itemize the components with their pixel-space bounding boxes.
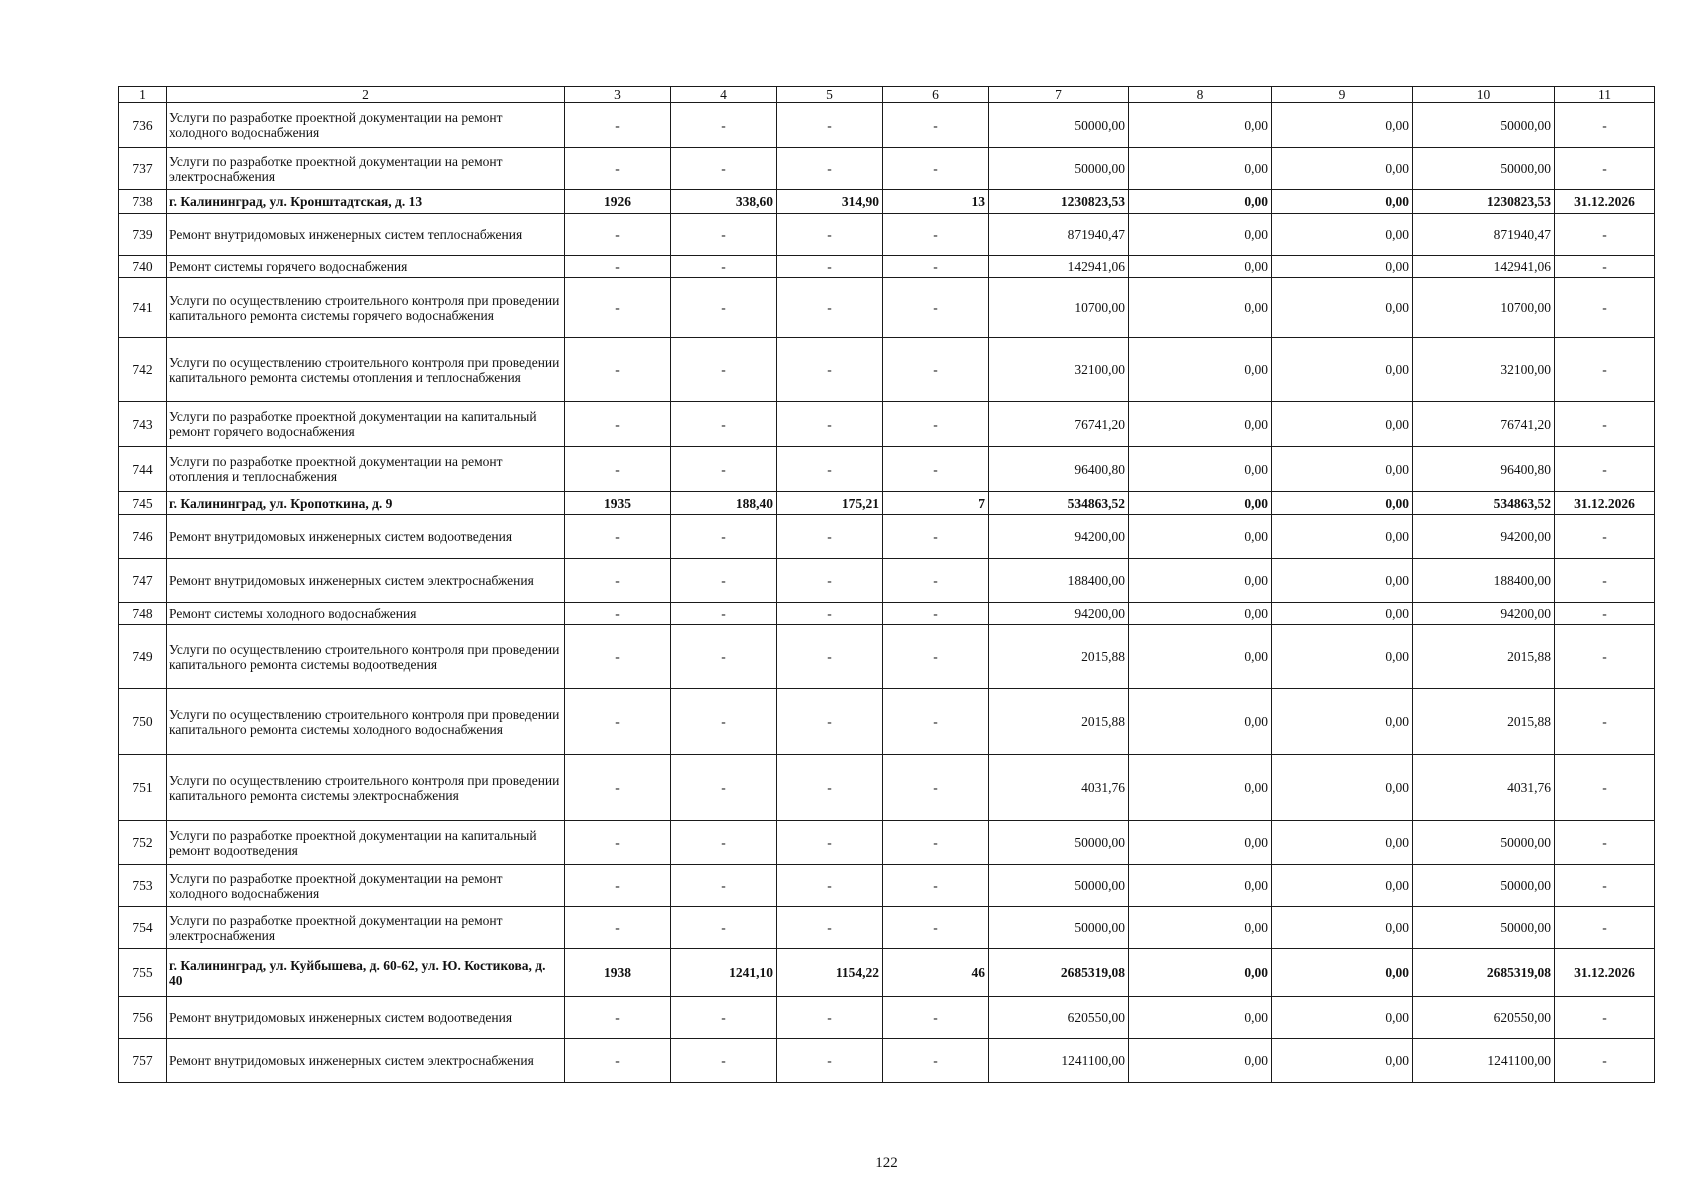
work-description: Услуги по осуществлению строительного контроля при проведении капитального ремонта системы водоотведения [167,625,565,689]
cell: 32100,00 [989,338,1129,402]
cell: 142941,06 [1413,256,1555,278]
cell: 50000,00 [989,103,1129,148]
cell: 0,00 [1129,492,1272,515]
cell: - [1555,214,1655,256]
cell: - [1555,515,1655,559]
row-number: 741 [119,278,167,338]
cell: - [1555,103,1655,148]
cell: 0,00 [1129,559,1272,603]
cell: 10700,00 [1413,278,1555,338]
cell: 534863,52 [989,492,1129,515]
work-description: Ремонт системы холодного водоснабжения [167,603,565,625]
cell: 76741,20 [1413,402,1555,447]
cell: - [671,148,777,190]
cell: 0,00 [1272,278,1413,338]
cell: 50000,00 [1413,103,1555,148]
column-header: 8 [1129,87,1272,103]
row-number: 756 [119,997,167,1039]
cell: - [883,402,989,447]
row-number: 738 [119,190,167,214]
work-description: Услуги по осуществлению строительного контроля при проведении капитального ремонта системы холодного водоснабжения [167,689,565,755]
cell: 94200,00 [1413,603,1555,625]
cell: - [671,689,777,755]
cell: 0,00 [1129,278,1272,338]
cell: 1230823,53 [1413,190,1555,214]
cell: - [777,559,883,603]
column-header: 3 [565,87,671,103]
row-number: 752 [119,821,167,865]
cell: - [565,689,671,755]
work-description: Услуги по разработке проектной документации на капитальный ремонт горячего водоснабжения [167,402,565,447]
cell: - [671,821,777,865]
cell: - [671,256,777,278]
cell: - [1555,278,1655,338]
row-number: 748 [119,603,167,625]
row-number: 737 [119,148,167,190]
cell: 0,00 [1272,821,1413,865]
table-row [119,997,1655,1039]
column-header: 2 [167,87,565,103]
completion-date: 31.12.2026 [1555,190,1655,214]
cell: 534863,52 [1413,492,1555,515]
cell: - [883,755,989,821]
row-number: 746 [119,515,167,559]
cell: - [565,625,671,689]
work-description: Услуги по разработке проектной документации на ремонт электроснабжения [167,907,565,949]
table-row [119,821,1655,865]
work-description: Ремонт внутридомовых инженерных систем водоотведения [167,515,565,559]
cell: - [883,625,989,689]
cell: - [777,278,883,338]
cell: 50000,00 [989,865,1129,907]
cell: 0,00 [1129,625,1272,689]
cell: - [777,625,883,689]
row-number: 744 [119,447,167,492]
cell: 32100,00 [1413,338,1555,402]
row-number: 751 [119,755,167,821]
cell: 50000,00 [989,148,1129,190]
cell: 1154,22 [777,949,883,997]
cell: - [883,689,989,755]
table-row [119,907,1655,949]
cell: - [565,103,671,148]
table-row [119,603,1655,625]
cell: - [671,997,777,1039]
cell: 13 [883,190,989,214]
cell: - [671,447,777,492]
table-row [119,256,1655,278]
cell: 0,00 [1129,865,1272,907]
cell: 96400,80 [1413,447,1555,492]
table-row [119,559,1655,603]
cell: - [565,997,671,1039]
cell: 0,00 [1129,997,1272,1039]
table-row [119,689,1655,755]
cell: - [777,603,883,625]
cell: - [565,821,671,865]
table-row [119,1039,1655,1083]
cell: - [883,907,989,949]
cell: - [1555,821,1655,865]
cell: - [1555,689,1655,755]
cell: - [777,402,883,447]
work-description: Ремонт внутридомовых инженерных систем водоотведения [167,997,565,1039]
cell: 94200,00 [1413,515,1555,559]
cell: - [883,1039,989,1083]
address-row [119,949,1655,997]
cell: - [1555,148,1655,190]
building-address: г. Калининград, ул. Кронштадтская, д. 13 [167,190,565,214]
cell: 1230823,53 [989,190,1129,214]
cell: - [883,148,989,190]
cell: 50000,00 [1413,821,1555,865]
row-number: 743 [119,402,167,447]
column-header: 11 [1555,87,1655,103]
cell: - [777,338,883,402]
cell: - [565,148,671,190]
cell: 1926 [565,190,671,214]
cell: - [671,603,777,625]
cell: - [883,447,989,492]
cell: 620550,00 [1413,997,1555,1039]
cell: 0,00 [1272,214,1413,256]
row-number: 753 [119,865,167,907]
cell: - [777,689,883,755]
cell: 2685319,08 [989,949,1129,997]
cell: - [883,997,989,1039]
row-number: 750 [119,689,167,755]
cell: 0,00 [1272,256,1413,278]
work-description: Услуги по разработке проектной документации на ремонт электроснабжения [167,148,565,190]
cell: 0,00 [1272,603,1413,625]
cell: - [883,278,989,338]
cell: 46 [883,949,989,997]
cell: - [777,447,883,492]
table-row [119,402,1655,447]
column-header: 10 [1413,87,1555,103]
work-description: Услуги по осуществлению строительного контроля при проведении капитального ремонта системы горячего водоснабжения [167,278,565,338]
cell: 1935 [565,492,671,515]
cell: 871940,47 [1413,214,1555,256]
cell: 0,00 [1272,447,1413,492]
cell: 0,00 [1129,603,1272,625]
cell: 50000,00 [989,907,1129,949]
work-description: Услуги по разработке проектной документации на ремонт холодного водоснабжения [167,103,565,148]
cell: - [565,755,671,821]
cell: - [671,1039,777,1083]
column-header: 7 [989,87,1129,103]
cell: - [565,515,671,559]
cell: - [883,338,989,402]
table-row [119,447,1655,492]
cell: 620550,00 [989,997,1129,1039]
cell: 2015,88 [989,625,1129,689]
cell: - [565,214,671,256]
cell: 314,90 [777,190,883,214]
cell: 0,00 [1129,447,1272,492]
building-address: г. Калининград, ул. Куйбышева, д. 60-62, ул. Ю. Костикова, д. 40 [167,949,565,997]
cell: - [777,214,883,256]
cell: 0,00 [1272,515,1413,559]
cell: 0,00 [1272,625,1413,689]
cell: 0,00 [1129,821,1272,865]
cell: 188400,00 [989,559,1129,603]
cell: 0,00 [1272,907,1413,949]
table-row [119,148,1655,190]
page-number: 122 [875,1155,898,1171]
cell: - [883,256,989,278]
row-number: 736 [119,103,167,148]
cell: 0,00 [1272,148,1413,190]
column-header: 5 [777,87,883,103]
cell: - [883,515,989,559]
cell: 1241,10 [671,949,777,997]
cell: - [565,1039,671,1083]
cell: 0,00 [1129,190,1272,214]
cell: - [777,256,883,278]
cell: - [777,515,883,559]
cell: 0,00 [1129,515,1272,559]
cell: - [671,278,777,338]
cell: - [777,1039,883,1083]
cell: - [1555,625,1655,689]
cell: 0,00 [1272,559,1413,603]
address-row [119,190,1655,214]
cell: 0,00 [1272,103,1413,148]
cell: 50000,00 [1413,865,1555,907]
cell: 0,00 [1272,997,1413,1039]
cell: - [565,865,671,907]
cell: 0,00 [1129,103,1272,148]
work-description: Услуги по разработке проектной документации на ремонт холодного водоснабжения [167,865,565,907]
cell: - [777,997,883,1039]
cell: - [1555,997,1655,1039]
row-number: 755 [119,949,167,997]
cell: 142941,06 [989,256,1129,278]
row-number: 739 [119,214,167,256]
cell: 0,00 [1272,949,1413,997]
cell: - [671,103,777,148]
cell: 10700,00 [989,278,1129,338]
work-description: Услуги по разработке проектной документации на ремонт отопления и теплоснабжения [167,447,565,492]
column-header: 6 [883,87,989,103]
cell: 0,00 [1129,1039,1272,1083]
cell: 4031,76 [1413,755,1555,821]
work-description: Ремонт системы горячего водоснабжения [167,256,565,278]
cell: 0,00 [1272,338,1413,402]
cell: - [883,603,989,625]
cell: 50000,00 [1413,148,1555,190]
completion-date: 31.12.2026 [1555,492,1655,515]
table-row [119,515,1655,559]
work-description: Услуги по осуществлению строительного контроля при проведении капитального ремонта системы электроснабжения [167,755,565,821]
cell: 2015,88 [1413,689,1555,755]
row-number: 745 [119,492,167,515]
cell: - [1555,447,1655,492]
cell: - [565,559,671,603]
cell: 94200,00 [989,515,1129,559]
cell: 0,00 [1129,402,1272,447]
cell: 871940,47 [989,214,1129,256]
row-number: 740 [119,256,167,278]
table-row [119,338,1655,402]
cell: - [565,402,671,447]
table-row [119,755,1655,821]
cell: - [1555,402,1655,447]
column-header: 4 [671,87,777,103]
cell: 4031,76 [989,755,1129,821]
cell: - [565,603,671,625]
cell: 338,60 [671,190,777,214]
cell: - [1555,256,1655,278]
cell: - [883,821,989,865]
cell: - [777,907,883,949]
cell: - [1555,1039,1655,1083]
cell: 50000,00 [989,821,1129,865]
row-number: 747 [119,559,167,603]
address-row [119,492,1655,515]
cell: - [777,755,883,821]
cell: - [671,515,777,559]
repair-schedule-table [118,86,1655,1083]
cell: 1938 [565,949,671,997]
cell: 0,00 [1129,338,1272,402]
cell: 0,00 [1129,689,1272,755]
row-number: 757 [119,1039,167,1083]
table-row [119,278,1655,338]
cell: 0,00 [1272,865,1413,907]
work-description: Ремонт внутридомовых инженерных систем электроснабжения [167,559,565,603]
cell: 0,00 [1129,907,1272,949]
cell: 0,00 [1272,402,1413,447]
cell: 1241100,00 [1413,1039,1555,1083]
cell: 50000,00 [1413,907,1555,949]
cell: 2015,88 [1413,625,1555,689]
cell: - [1555,755,1655,821]
column-header: 1 [119,87,167,103]
cell: - [777,821,883,865]
cell: 2015,88 [989,689,1129,755]
cell: - [671,338,777,402]
cell: - [777,103,883,148]
cell: - [777,865,883,907]
cell: 0,00 [1272,755,1413,821]
work-description: Ремонт внутридомовых инженерных систем электроснабжения [167,1039,565,1083]
row-number: 754 [119,907,167,949]
column-number-row [119,87,1655,103]
cell: - [565,278,671,338]
work-description: Ремонт внутридомовых инженерных систем теплоснабжения [167,214,565,256]
cell: - [671,865,777,907]
row-number: 749 [119,625,167,689]
cell: 0,00 [1129,949,1272,997]
cell: - [671,755,777,821]
cell: 7 [883,492,989,515]
cell: - [671,559,777,603]
cell: - [883,214,989,256]
cell: - [1555,907,1655,949]
column-header: 9 [1272,87,1413,103]
completion-date: 31.12.2026 [1555,949,1655,997]
table-row [119,865,1655,907]
cell: - [671,907,777,949]
cell: - [883,103,989,148]
cell: 0,00 [1129,256,1272,278]
cell: - [671,625,777,689]
cell: - [883,559,989,603]
cell: 188,40 [671,492,777,515]
cell: - [883,865,989,907]
cell: 0,00 [1272,492,1413,515]
cell: 0,00 [1129,214,1272,256]
cell: 1241100,00 [989,1039,1129,1083]
building-address: г. Калининград, ул. Кропоткина, д. 9 [167,492,565,515]
table-row [119,214,1655,256]
cell: - [1555,338,1655,402]
cell: 0,00 [1272,1039,1413,1083]
cell: 0,00 [1129,755,1272,821]
cell: - [565,338,671,402]
cell: - [671,402,777,447]
cell: 2685319,08 [1413,949,1555,997]
cell: 0,00 [1129,148,1272,190]
cell: - [777,148,883,190]
cell: - [1555,603,1655,625]
cell: - [565,447,671,492]
cell: 76741,20 [989,402,1129,447]
cell: 0,00 [1272,190,1413,214]
work-description: Услуги по осуществлению строительного контроля при проведении капитального ремонта системы отопления и теплоснабжения [167,338,565,402]
cell: - [565,907,671,949]
work-description: Услуги по разработке проектной документации на капитальный ремонт водоотведения [167,821,565,865]
cell: 96400,80 [989,447,1129,492]
cell: - [1555,559,1655,603]
table-row [119,103,1655,148]
table-row [119,625,1655,689]
row-number: 742 [119,338,167,402]
cell: 94200,00 [989,603,1129,625]
cell: - [565,256,671,278]
cell: - [671,214,777,256]
cell: 0,00 [1272,689,1413,755]
cell: - [1555,865,1655,907]
cell: 188400,00 [1413,559,1555,603]
cell: 175,21 [777,492,883,515]
